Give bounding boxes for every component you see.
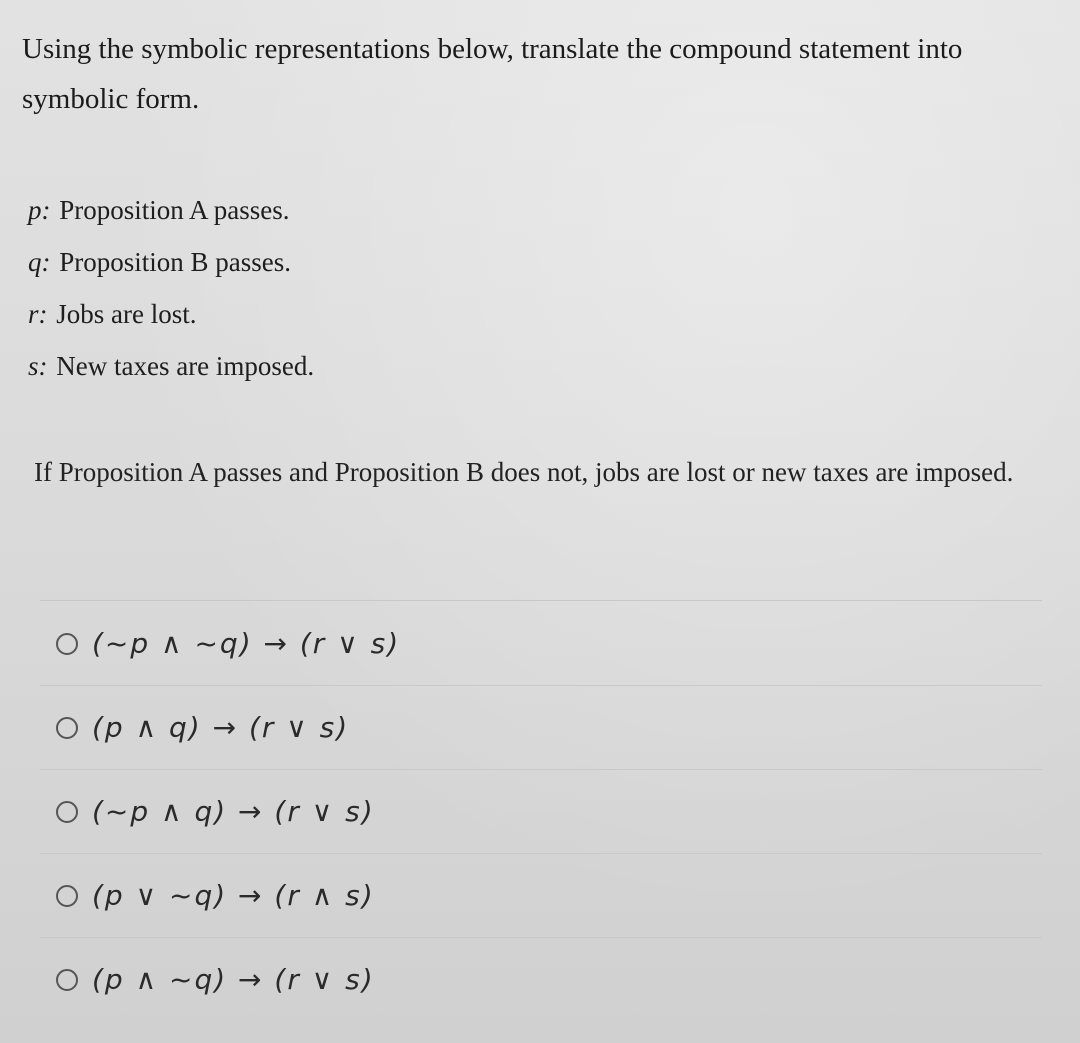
- definition-variable: p:: [28, 195, 51, 225]
- definition-variable: q:: [28, 247, 51, 277]
- definition-text: New taxes are imposed.: [56, 351, 315, 381]
- option-label: (~p ∧ ~q) → (r ∨ s): [92, 627, 401, 660]
- answer-options: [40, 602, 1042, 1021]
- answer-option-2[interactable]: [40, 686, 1042, 770]
- radio-unselected-icon[interactable]: [56, 969, 78, 991]
- answer-option-3[interactable]: [40, 770, 1042, 854]
- radio-unselected-icon[interactable]: [56, 885, 78, 907]
- definition-r: [28, 288, 628, 340]
- answer-option-5[interactable]: [40, 938, 1042, 1021]
- definitions-list: [28, 184, 628, 392]
- definition-text: Proposition B passes.: [59, 247, 292, 277]
- definition-q: [28, 236, 628, 288]
- option-label: (~p ∧ q) → (r ∨ s): [92, 795, 375, 828]
- divider: [40, 600, 1042, 601]
- radio-unselected-icon[interactable]: [56, 717, 78, 739]
- answer-option-1[interactable]: [40, 602, 1042, 686]
- definition-variable: r:: [28, 299, 48, 329]
- definition-text: Proposition A passes.: [59, 195, 290, 225]
- question-prompt: Using the symbolic representations below, translate the compound statement into symbolic form.: [22, 33, 963, 115]
- compound-statement: If Proposition A passes and Proposition B does not, jobs are lost or new taxes are imposed.: [34, 457, 1014, 487]
- definition-p: [28, 184, 628, 236]
- definition-s: [28, 340, 628, 392]
- option-label: (p ∨ ~q) → (r ∧ s): [92, 879, 375, 912]
- definition-variable: s:: [28, 351, 48, 381]
- option-label: (p ∧ ~q) → (r ∨ s): [92, 963, 375, 996]
- answer-option-4[interactable]: [40, 854, 1042, 938]
- definition-text: Jobs are lost.: [56, 299, 197, 329]
- option-label: (p ∧ q) → (r ∨ s): [92, 711, 350, 744]
- radio-unselected-icon[interactable]: [56, 801, 78, 823]
- radio-unselected-icon[interactable]: [56, 633, 78, 655]
